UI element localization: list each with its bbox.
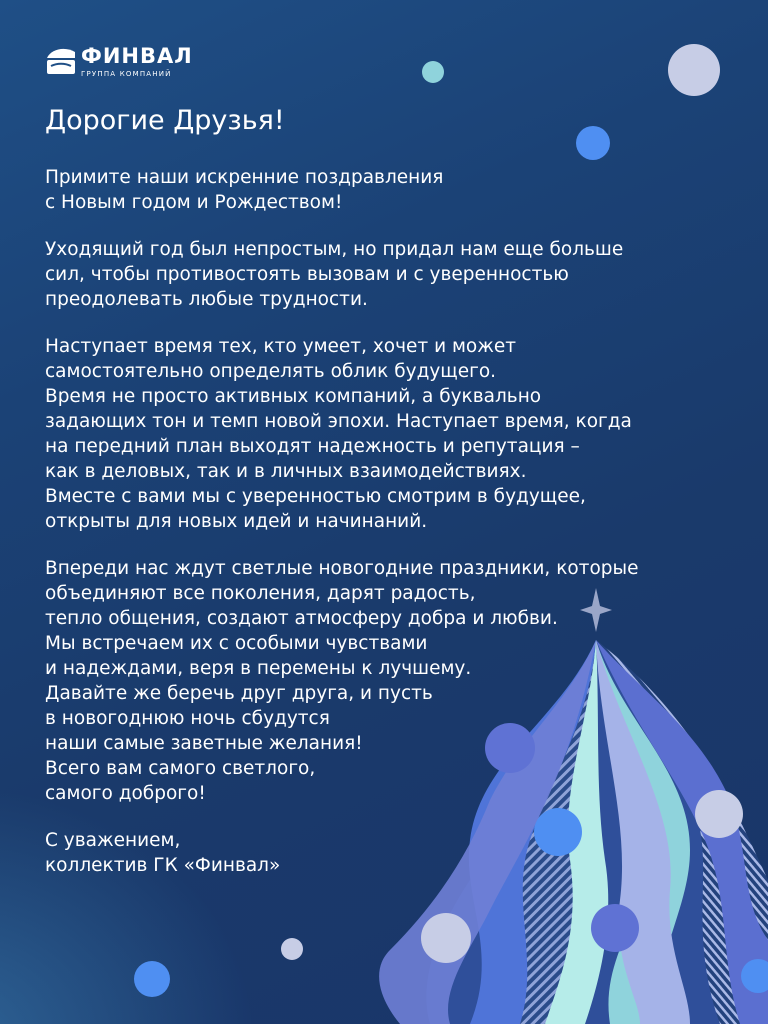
signature: С уважением, коллектив ГК «Финвал» — [45, 830, 281, 876]
ornament — [591, 904, 639, 952]
paragraph-year: Уходящий год был непростым, но придал нам еще больше сил, чтобы противостоять вызовам и с уверенностью преодолевать любые трудности. — [45, 239, 624, 310]
paragraph-holidays: Впереди нас ждут светлые новогодние праздники, которые объединяют все поколения, дарят радость, тепло общения, создают атмосферу добра и любви. Мы встречаем их с особыми чувствами и надеждами, веря в перемены к лучшему. Давайте же беречь друг друга, и пусть в новогоднюю ночь сбудутся наши самые заветные желания! Всего вам самого светлого, самого доброго! — [45, 558, 639, 804]
greeting-heading: Дорогие Друзья! — [45, 105, 285, 136]
ornament — [576, 126, 610, 160]
logo-subtitle: ГРУППА КОМПАНИЙ — [81, 70, 172, 78]
letter-body — [45, 165, 725, 900]
ornament — [421, 913, 471, 963]
ornament — [281, 938, 303, 960]
ornament — [668, 44, 720, 96]
ornament — [422, 61, 444, 83]
paragraph-time: Наступает время тех, кто умеет, хочет и может самостоятельно определять облик будущего. Время не просто активных компаний, а буквально задающих тон и темп новой эпохи. Наступает время, когда на передний план выходят надежность и репутация – как в деловых, так и в личных взаимодействиях. Вместе с вами мы с уверенностью смотрим в будущее, открыты для новых идей и начинаний. — [45, 336, 632, 532]
logo-mark-icon — [45, 44, 77, 76]
logo-wordmark: ФИНВАЛ — [81, 44, 193, 68]
ornament — [134, 961, 170, 997]
paragraph-wishes: Примите наши искренние поздравления с Новым годом и Рождеством! — [45, 167, 444, 213]
